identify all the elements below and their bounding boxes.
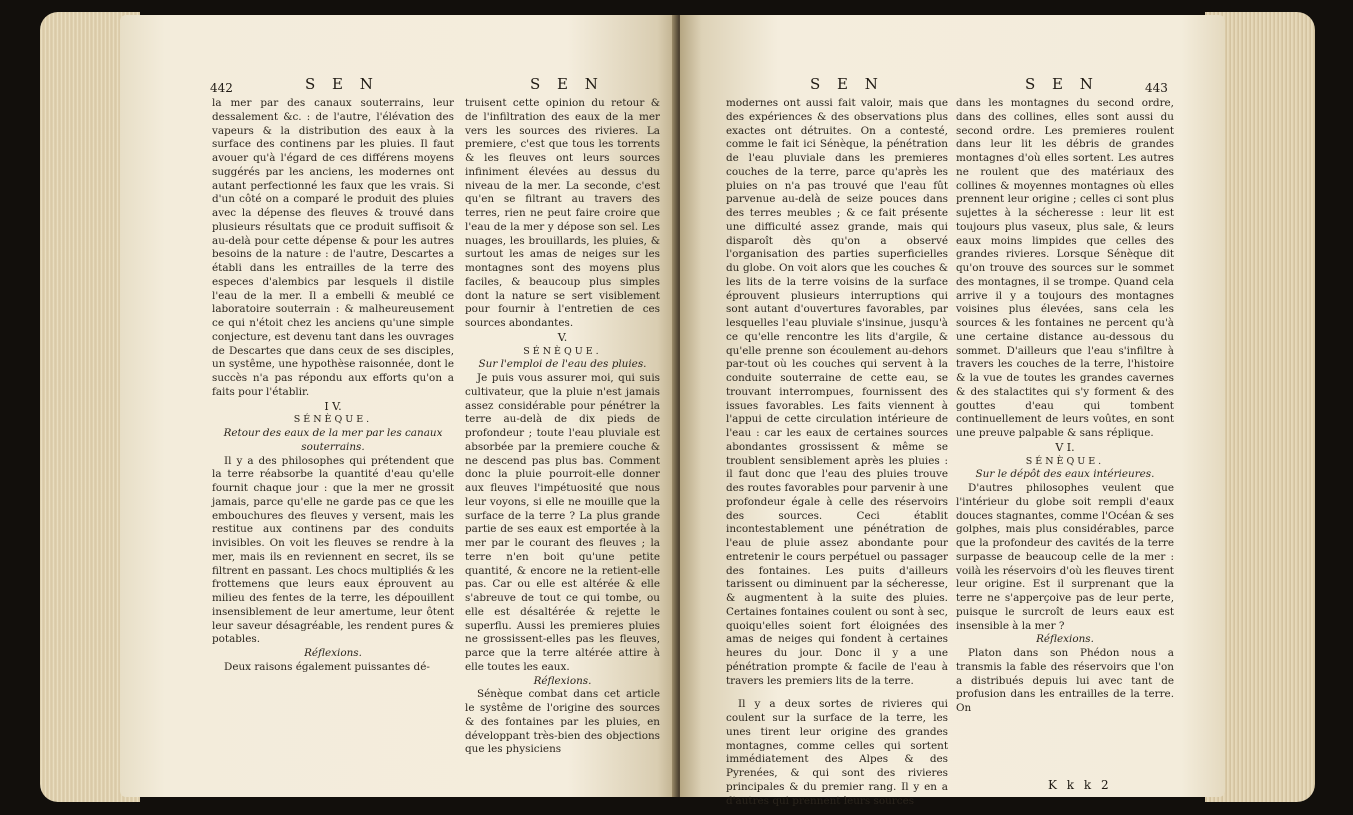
paragraph: Sénèque combat dans cet article le systême de l'origine des sources & des fontaines par les pluies, en développant très-bien des objections que les physiciens <box>465 688 660 756</box>
paragraph: Il y a des philosophes qui prétendent que la terre réabsorbe la quantité d'eau qu'elle fournit chaque jour : que la mer ne grossit jamais, parce qu'elle ne garde pas ce que les embouchures des fleuves y versent, mais les restitue aux continens par des conduits invisibles. On voit les fleuves se rendre à la mer, mais ils en reviennent en secret, ils se filtrent en passant. Les chocs multipliés & les frottemens que leurs eaux éprouvent au milieu des fentes de la terre, les dépouillent insensiblement de leur amertume, leur ôtent leur saveur désagréable, les rendent pures & potables. <box>212 454 454 646</box>
section-title: Sur l'emploi de l'eau des pluies. <box>478 358 647 371</box>
paragraph: Je puis vous assurer moi, qui suis cultivateur, que la pluie n'est jamais assez considérable pour pénétrer la terre au-delà de dix pieds de profondeur ; toute l'eau pluviale est absorbée par la premiere couche & ne descend pas plus bas. Comment donc la pluie pourroit-elle donner aux fleuves l'impétuosité que nous leur voyons, si elle ne mouille que la surface de la terre ? La plus grande partie de ses eaux est emportée à la mer par le courant des fleuves ; la terre n'en boit qu'une petite quantité, & encore ne la retient-elle pas. Car ou elle est altérée & elle s'abreuve de tout ce qui tombe, ou elle est désaltérée & rejette le superflu. Aussi les premieres pluies ne grossissent-elles pas les fleuves, parce que la terre altérée attire à elle toutes les eaux. <box>465 372 660 673</box>
paragraph: la mer par des canaux souterrains, leur dessalement &c. : de l'autre, l'élévation des vapeurs & la distribution des eaux à la surface des continens par les pluies. Il faut avouer qu'à l'égard de ces différens moyens suggérés par les anciens, les modernes ont autant perfectionné les faux que les vrais. Si d'un côté on a comparé le produit des pluies avec la dépense des fleuves & trouvé dans plusieurs résultats que ce produit suffisoit & au-delà pour cette dépense & pour les autres besoins de la nature : de l'autre, Descartes a établi dans les entrailles de la terre des especes d'alembics par lesquels il distile l'eau de la mer. Il a embelli & meublé ce laboratoire souterrain : & malheureusement ce qui n'étoit chez les anciens qu'une simple conjecture, est devenu tant dans les ouvrages de Descartes que dans ceux de ses disciples, un systême, une hypothèse raisonnée, dont le succès n'a pas répondu aux efforts qu'on a faits pour l'établir. <box>212 97 454 398</box>
section-number: V. <box>557 330 568 344</box>
reflexions-heading: Réflexions. <box>533 674 592 687</box>
text-column-left <box>212 97 454 675</box>
reflexions-heading: Réflexions. <box>304 647 362 659</box>
right-page <box>680 15 1225 807</box>
paragraph: Deux raisons également puissantes dé- <box>224 660 430 673</box>
running-header: S E N <box>1025 75 1099 93</box>
paragraph: Il y a deux sortes de rivieres qui coulent sur la surface de la terre, les unes tirent leur origine des grandes montagnes, comme celles qui sortent immédiatement des Alpes & des Pyrenées, & qui sont des rivieres principales & du premier rang. Il y en a d'autres qui prennent leurs sources <box>726 698 948 807</box>
paragraph: D'autres philosophes veulent que l'intérieur du globe soit rempli d'eaux douces stagnantes, comme l'Océan & ses golphes, mais plus considérables, parce que la profondeur des cavités de la terre surpasse de beaucoup celle de la mer : voilà les réservoirs d'où les fleuves tirent leur origine. Est il surprenant que la terre ne s'apperçoive pas de leur perte, puisque le surcroît de leurs eaux est insensible à la mer ? <box>956 482 1174 632</box>
running-header: S E N <box>530 75 604 93</box>
paragraph: truisent cette opinion du retour & de l'infiltration des eaux de la mer vers les sources des rivieres. La premiere, c'est que tous les torrents & les fleuves ont leurs sources infiniment élevées au dessus du niveau de la mer. La seconde, c'est qu'en se filtrant au travers des terres, rien ne peut faire croire que l'eau de la mer y dépose son sel. Les nuages, les brouillards, les pluies, & surtout les amas de neiges sur les montagnes sont des moyens plus faciles, & beaucoup plus simples dont la nature se sert visiblement pour fournir à l'entretien de ces sources abondantes. <box>465 97 660 329</box>
left-page <box>120 15 680 797</box>
section-title: Retour des eaux de la mer par les canaux souterrains. <box>223 427 443 453</box>
running-header: S E N <box>305 75 379 93</box>
section-author: SÉNÈQUE. <box>293 414 373 426</box>
section-author: SÉNÈQUE. <box>1025 455 1105 467</box>
paragraph: modernes ont aussi fait valoir, mais que des expériences & des observations plus exactes ont détruites. On a contesté, comme le fait ici Sénèque, la pénétration de l'eau pluviale dans les premieres couches de la terre, parce qu'après les pluies on n'a pas trouvé que l'eau fût parvenue au-delà de seize pouces dans des terres meubles ; & ce fait présente une difficulté assez grande, mais qui disparoît dès qu'on a observé l'organisation des parties superficielles du globe. On voit alors que les couches & les lits de la terre voisins de la surface éprouvent plusieurs interruptions qui sont autant d'ouvertures favorables, par lesquelles l'eau pluviale s'insinue, jusqu'à ce qu'elle rencontre les lits d'argile, & qu'elle prenne son écoulement au-dehors par-tout où les couches qui servent à la conduite souterraine de cette eau, se trouvant interrompues, fournissent des issues favorables. Les faits viennent à l'appui de cette circulation intérieure de l'eau : car les eaux de certaines sources abondantes grossissent & même se troublent sensiblement après les pluies : il faut donc que l'eau des pluies trouve des routes favorables pour parvenir à une profondeur égale à celle des réservoirs des sources. Ceci établit incontestablement une pénétration de l'eau de pluie assez abondante pour entretenir le cours perpétuel ou passager des fontaines. Les puits d'ailleurs tarissent ou diminuent par la sécheresse, & augmentent à la suite des pluies. Certaines fontaines coulent ou sont à sec, quoiqu'elles soient fort éloignées des amas de neiges qui fondent à certaines heures du jour. Donc il y a une pénétration prompte & facile de l'eau à travers les premiers lits de la terre. <box>726 97 948 687</box>
page-number: 442 <box>210 81 233 95</box>
section-author: SÉNÈQUE. <box>523 345 602 357</box>
section-number: I V. <box>324 399 342 413</box>
section-number: V I. <box>1055 440 1075 454</box>
paragraph: dans les montagnes du second ordre, dans des collines, elles sont aussi du second ordre. Les premieres roulent dans leur lit les débris de grandes montagnes d'où elles sortent. Les autres ne roulent que des matériaux des collines & moyennes montagnes où elles prennent leur origine ; celles ci sont plus sujettes à la sécheresse : leur lit est toujours plus vaseux, plus sale, & leurs eaux moins limpides que celles des grandes rivieres. Lorsque Sénèque dit qu'on trouve des sources sur le sommet des montagnes, il se trompe. Quand cela arrive il y a toujours des montagnes voisines plus élevées, sans cela les sources & les fontaines ne percent qu'à une certaine distance au-dessous du sommet. D'ailleurs que l'eau s'infiltre à travers les couches de la terre, l'histoire & la vue de toutes les grandes cavernes & des stalactites qui s'y forment & des gouttes d'eau qui tombent continuellement de leurs voûtes, en sont une preuve palpable & sans réplique. <box>956 97 1174 439</box>
page-number: 443 <box>1145 81 1168 95</box>
running-header: S E N <box>810 75 884 93</box>
section-title: Sur le dépôt des eaux intérieures. <box>975 468 1155 481</box>
text-column-right <box>465 97 660 757</box>
signature-mark: K k k 2 <box>1048 778 1112 792</box>
text-column-right <box>956 97 1174 716</box>
reflexions-heading: Réflexions. <box>1036 633 1094 646</box>
text-column-left <box>726 97 948 808</box>
paragraph: Platon dans son Phédon nous a transmis la fable des réservoirs que l'on a distribués depuis lui avec tant de profusion dans les entrailles de la terre. On <box>956 647 1174 714</box>
